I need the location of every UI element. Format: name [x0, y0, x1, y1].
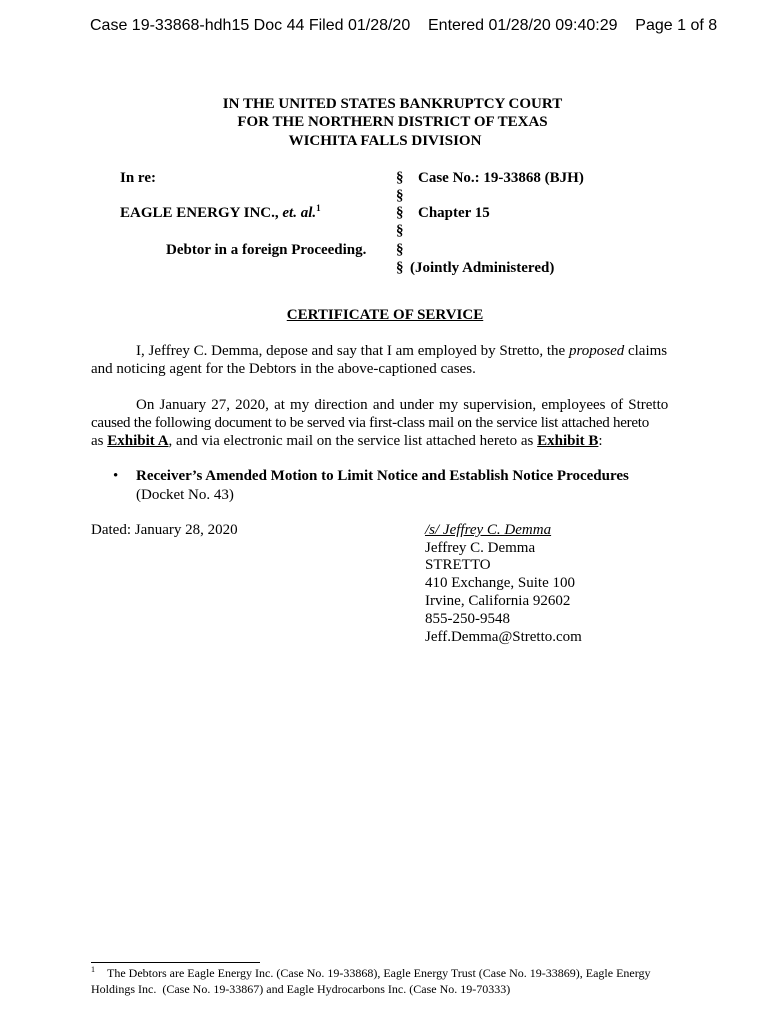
filing-stamp-text: Case 19-33868-hdh15 Doc 44 Filed 01/28/20 Entered 01/28/20 09:40:29 Page 1 of 8: [90, 17, 718, 34]
bullet-docket: (Docket No. 43): [136, 487, 234, 503]
caption-in-re: In re:: [120, 170, 156, 186]
signer-email: Jeff.Demma@Stretto.com: [425, 629, 582, 645]
signer-address-line-1: 410 Exchange, Suite 100: [425, 575, 575, 591]
p1-text-a: I, Jeffrey C. Demma, depose and say that I am employed by Stretto, the: [136, 343, 569, 359]
bullet-document-title: Receiver’s Amended Motion to Limit Notice and Establish Notice Procedures: [136, 468, 629, 484]
footnote-line-2: [91, 982, 510, 997]
signer-company: STRETTO: [425, 557, 491, 573]
jointly-administered: (Jointly Administered): [410, 260, 555, 276]
paragraph-1-line-2: and noticing agent for the Debtors in the above-captioned cases.: [91, 361, 476, 377]
dated: Dated: January 28, 2020: [91, 522, 238, 538]
filing-stamp: [90, 17, 717, 35]
case-number: Case No.: 19-33868 (BJH): [418, 170, 584, 186]
paragraph-1-line-1: [136, 343, 667, 360]
signature: /s/ Jeffrey C. Demma: [425, 522, 552, 538]
paragraph-2-line-2: caused the following document to be served via first-class mail on the service list attached hereto: [91, 415, 649, 431]
bullet-glyph: •: [113, 468, 119, 484]
court-heading-line3: WICHITA FALLS DIVISION: [288, 133, 482, 149]
p2-text-a: as: [91, 433, 108, 449]
section-symbol: §: [396, 188, 404, 204]
section-symbol: §: [396, 205, 404, 221]
caption-debtor-role: Debtor in a foreign Proceeding.: [166, 242, 367, 258]
footnote-text-1: The Debtors are Eagle Energy Inc. (Case No. 19-33868), Eagle Energy Trust (Case No. 19-33869), Eagle Energy: [107, 966, 651, 980]
footnote-marker: 1: [91, 965, 95, 974]
section-symbol: §: [396, 170, 404, 186]
court-heading-line1: IN THE UNITED STATES BANKRUPTCY COURT: [222, 96, 563, 112]
footnote-line-1: [91, 966, 651, 981]
exhibit-a-ref: Exhibit A: [107, 433, 169, 449]
signer-name: Jeffrey C. Demma: [425, 540, 536, 556]
footnote-text-2: Holdings Inc. (Case No. 19-33867) and Eagle Hydrocarbons Inc. (Case No. 19-70333): [91, 982, 511, 996]
signer-phone: 855-250-9548: [425, 611, 510, 627]
chapter: Chapter 15: [418, 205, 490, 221]
p1-proposed: proposed: [568, 343, 625, 359]
paragraph-2-line-3: [91, 433, 603, 450]
p2-text-c: :: [598, 433, 603, 449]
section-symbol: §: [396, 223, 404, 239]
section-symbol: §: [396, 242, 404, 258]
paragraph-2-line-1: On January 27, 2020, at my direction and under my supervision, employees of Stretto: [136, 397, 669, 413]
debtor-name: EAGLE ENERGY INC.,: [120, 205, 279, 221]
caption-debtor-name: [120, 205, 321, 222]
et-al: et. al.: [282, 205, 317, 221]
footnote-ref: 1: [316, 203, 321, 213]
exhibit-b-ref: Exhibit B: [537, 433, 599, 449]
court-heading-line2: FOR THE NORTHERN DISTRICT OF TEXAS: [237, 114, 548, 130]
section-symbol: §: [396, 260, 404, 276]
document-title: CERTIFICATE OF SERVICE: [286, 307, 484, 323]
signer-address-line-2: Irvine, California 92602: [425, 593, 571, 609]
p2-text-b: , and via electronic mail on the service list attached hereto as: [168, 433, 538, 449]
p1-text-c: claims: [624, 343, 668, 359]
footnote-separator: [91, 962, 260, 963]
